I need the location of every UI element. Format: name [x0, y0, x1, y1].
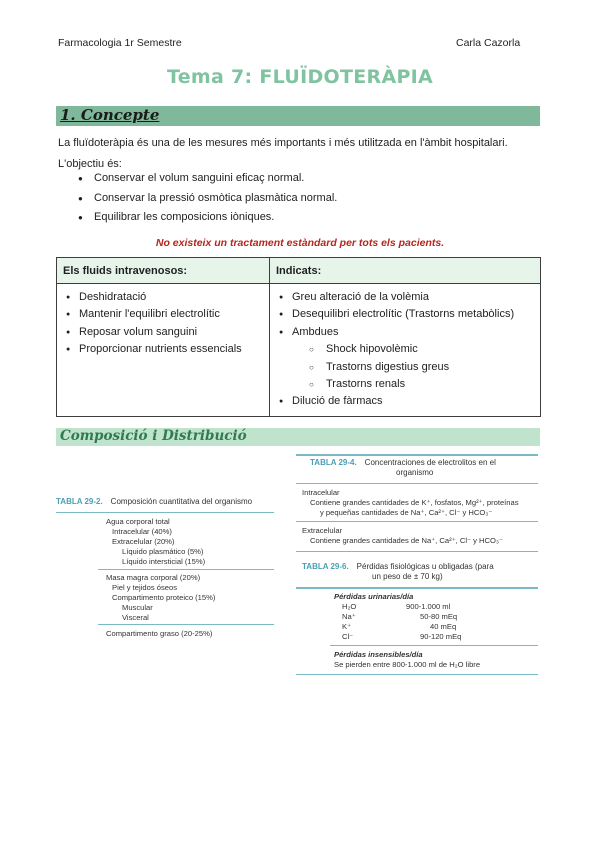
table-rule — [98, 569, 274, 570]
table-rule — [296, 674, 538, 675]
section-concepte-bar — [56, 106, 540, 126]
table-line: Extracelular (20%) — [112, 537, 175, 546]
table-line: Visceral — [122, 613, 149, 622]
table-29-4-title: Concentraciones de electrolitos en el — [364, 458, 496, 467]
list-item: ● Greu alteració de la volèmia — [276, 289, 534, 306]
table-cell: 90-120 mEq — [420, 632, 462, 641]
fluids-cell — [57, 284, 270, 417]
list-item: ● Mantenir l'equilibri electrolític — [63, 306, 263, 323]
table-29-2-block3: Compartimento graso (20-25%) — [106, 629, 213, 638]
table-rule — [296, 551, 538, 552]
table-29-6-insensible — [334, 650, 538, 670]
list-item: ● Conservar el volum sanguini eficaç normal. — [78, 169, 337, 189]
table-29-2-caption — [56, 497, 252, 507]
table-rule — [56, 512, 274, 513]
table-cell: Na⁺ — [342, 612, 356, 621]
table-29-6-caption — [302, 562, 538, 582]
list-item: ● Equilibrar les composicions iòniques. — [78, 208, 337, 228]
table-line: Pérdidas insensibles/día — [334, 650, 423, 659]
table-line: Extracelular — [302, 526, 343, 535]
table-rule — [330, 645, 538, 646]
table-rule — [296, 483, 538, 484]
table-29-6-title-line2: un peso de ± 70 kg) — [372, 572, 443, 581]
header-right: Carla Cazorla — [456, 37, 521, 49]
table-29-6-urinary — [334, 592, 534, 642]
table-29-4-title-line2: organismo — [396, 468, 434, 477]
table-29-6-title: Pérdidas fisiológicas u obligadas (para — [356, 562, 494, 571]
table-cell: Cl⁻ — [342, 632, 354, 641]
table-line: Agua corporal total — [106, 517, 170, 526]
table-29-2-block2 — [106, 573, 215, 623]
fluids-col-header: Els fluids intravenosos: — [57, 258, 270, 284]
table-cell: K⁺ — [342, 622, 352, 631]
table-rule — [98, 624, 274, 625]
table-29-2-block1 — [106, 517, 205, 567]
table-line: Masa magra corporal (20%) — [106, 573, 201, 582]
table-rule — [296, 521, 538, 522]
table-cell: H₂O — [342, 602, 357, 611]
table-line: Compartimento proteico (15%) — [112, 593, 216, 602]
table-cell: 40 mEq — [430, 622, 457, 631]
table-line: Se pierden entre 800-1.000 ml de H₂O libre — [334, 660, 481, 669]
intro-text: La fluïdoteràpia és una de les mesures més importants i més utilitzada en l'àmbit hospitalari. — [58, 137, 508, 149]
table-line: Líquido intersticial (15%) — [122, 557, 206, 566]
page-title: Tema 7: FLUÏDOTERÀPIA — [166, 66, 434, 88]
warning-text: No existeix un tractament estàndard per tots els pacients. — [155, 237, 445, 249]
table-line: Líquido plasmático (5%) — [122, 547, 204, 556]
table-29-4-intracellular — [302, 488, 542, 518]
table-line: Pérdidas urinarias/día — [334, 592, 414, 601]
objective-label: L'objectiu és: — [58, 158, 122, 170]
table-line: Muscular — [122, 603, 153, 612]
list-item: ● Conservar la pressió osmòtica plasmàtica normal. — [78, 189, 337, 209]
indications-col-header: Indicats: — [270, 258, 541, 284]
table-29-4-extracellular — [302, 526, 542, 546]
table-29-2-number: TABLA 29-2. — [56, 497, 103, 506]
table-29-6-number: TABLA 29-6. — [302, 562, 349, 571]
list-item: ● Ambdues — [276, 324, 534, 341]
sub-list-item: ○ Trastorns renals — [276, 376, 534, 393]
fluids-table — [56, 257, 541, 417]
sub-list-item: ○ Trastorns digestius greus — [276, 359, 534, 376]
section-composicio-bar — [56, 428, 540, 446]
list-item: ● Proporcionar nutrients essencials — [63, 341, 263, 358]
table-29-4-caption — [310, 458, 538, 478]
indications-cell — [270, 284, 541, 417]
table-29-4-number: TABLA 29-4. — [310, 458, 357, 467]
table-rule — [296, 587, 538, 589]
objectives-list — [78, 169, 337, 228]
table-line: y pequeñas cantidades de Na⁺, Ca²⁺, Cl⁻ y HCO₃⁻ — [320, 508, 493, 517]
table-line: Contiene grandes cantidades de Na⁺, Ca²⁺, Cl⁻ y HCO₃⁻ — [310, 536, 504, 545]
header-left: Farmacologia 1r Semestre — [58, 37, 182, 49]
list-item: ● Deshidratació — [63, 289, 263, 306]
table-line: Intracelular — [302, 488, 340, 497]
section-composicio-heading: Composició i Distribució — [60, 428, 247, 444]
table-29-2-title: Composición cuantitativa del organismo — [110, 497, 253, 506]
table-line: Contiene grandes cantidades de K⁺, fosfatos, Mg²⁺, proteínas — [310, 498, 519, 507]
table-line: Piel y tejidos óseos — [112, 583, 178, 592]
list-item: ● Reposar volum sanguini — [63, 324, 263, 341]
list-item: ● Desequilibri electrolític (Trastorns metabòlics) — [276, 306, 534, 323]
list-item: ● Dilució de fàrmacs — [276, 393, 534, 410]
table-rule — [296, 454, 538, 456]
table-line: Intracelular (40%) — [112, 527, 172, 536]
section-concepte-heading: 1. Concepte — [60, 106, 160, 124]
table-cell: 50-80 mEq — [420, 612, 458, 621]
table-cell: 900-1.000 ml — [406, 602, 451, 611]
sub-list-item: ○ Shock hipovolèmic — [276, 341, 534, 358]
